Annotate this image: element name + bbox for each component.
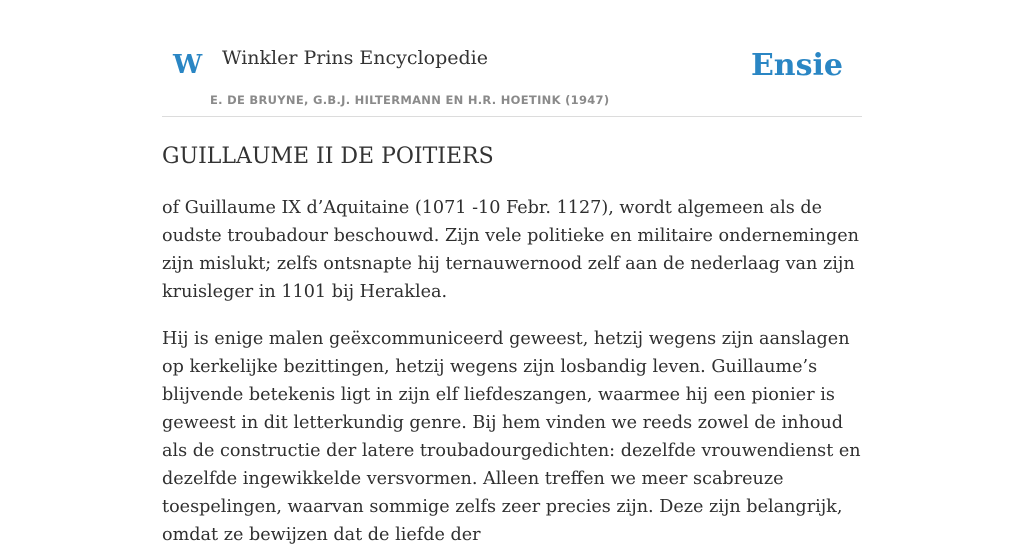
- ensie-brand-logo[interactable]: Ensie: [750, 48, 843, 83]
- article-paragraph-2: Hij is enige malen geëxcommuniceerd geweest, hetzij wegens zijn aanslagen op kerkelijke bezittingen, hetzij wegens zijn losbandig leven. Guillaume’s blijvende betekenis ligt in zijn elf liefdeszangen, waarmee hij een pionier is geweest in dit letterkundig genre. Bij hem vinden we reeds zowel de inhoud als de constructie der latere troubadourgedichten: dezelfde vrouwendienst en dezelfde ingewikkelde versvormen. Alleen treffen we meer scabreuze toespelingen, waarvan sommige zelfs zeer precies zijn. Deze zijn belangrijk, omdat ze bewijzen dat de liefde der: [162, 328, 861, 545]
- authors-line: E. DE BRUYNE, G.B.J. HILTERMANN EN H.R. HOETINK (1947): [210, 93, 610, 107]
- article-title: GUILLAUME II DE POITIERS: [162, 144, 494, 169]
- article-paragraph-1: of Guillaume IX d’Aquitaine (1071 -10 Febr. 1127), wordt algemeen als de oudste troubadour beschouwd. Zijn vele politieke en militaire ondernemingen zijn mislukt; zelfs ontsnapte hij ternauwernood zelf aan de nederlaag van zijn kruisleger in 1101 bij Heraklea.: [162, 197, 859, 302]
- site-title[interactable]: Winkler Prins Encyclopedie: [222, 47, 488, 69]
- header: [162, 0, 862, 117]
- logo-w-icon[interactable]: W: [173, 50, 203, 80]
- page: [162, 0, 862, 549]
